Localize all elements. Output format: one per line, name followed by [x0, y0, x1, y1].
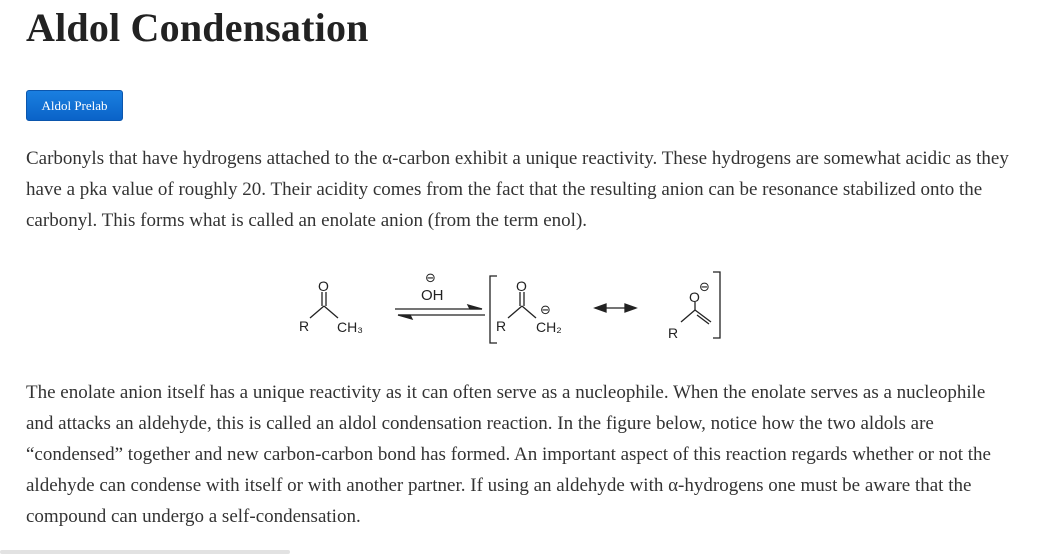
- methyl-ketone-structure: [310, 292, 338, 318]
- oxyanion-r-label: R: [668, 325, 679, 341]
- carbanion-r-label: R: [496, 318, 507, 334]
- resonance-bracket-right: [713, 272, 720, 338]
- carbanion-ch2-label: CH₂: [536, 319, 562, 335]
- oxyanion-oxygen-label: O: [689, 289, 700, 305]
- carbanion-oxygen-label: O: [516, 278, 527, 294]
- equilibrium-arrows: [395, 305, 485, 319]
- aldol-paragraph: The enolate anion itself has a unique reactivity as it can often serve as a nucleophile. When the enolate serves as a nucleophile and attacks an aldehyde, this is called an aldol condensation reaction. In the figure below, notice how the two aldols are “condensed” together and new carbon-carbon bond has formed. An important aspect of this reaction regards whether or not the aldehyde can condense with itself or with another partner. If using an aldehyde with α-hydrogens one must be aware that the compound can undergo a self-condensation.: [26, 382, 991, 527]
- resonance-arrow: [595, 304, 636, 312]
- hydroxide-label: OH: [421, 287, 444, 304]
- aldol-prelab-button[interactable]: Aldol Prelab: [26, 90, 123, 121]
- carbanion-enolate-structure: [508, 292, 536, 318]
- horizontal-scrollbar[interactable]: [0, 550, 290, 554]
- ketone-methyl-label: CH₃: [337, 319, 363, 335]
- oxyanion-charge: ⊖: [699, 279, 710, 294]
- oxyanion-enolate-structure: [681, 302, 711, 324]
- carbanion-charge: ⊖: [540, 302, 551, 317]
- intro-paragraph: Carbonyls that have hydrogens attached to the α-carbon exhibit a unique reactivity. These hydrogens are somewhat acidic as they have a pka value of roughly 20. Their acidity comes from the fact that the resulting anion can be resonance stabilized onto the carbonyl. This forms what is called an enolate anion (from the term enol).: [26, 148, 1009, 231]
- ketone-oxygen-label: O: [318, 278, 329, 294]
- enolate-formation-scheme: [0, 262, 1047, 348]
- ketone-r-label: R: [299, 318, 310, 334]
- hydroxide-charge: ⊖: [425, 270, 436, 285]
- page-title: Aldol Condensation: [26, 5, 369, 50]
